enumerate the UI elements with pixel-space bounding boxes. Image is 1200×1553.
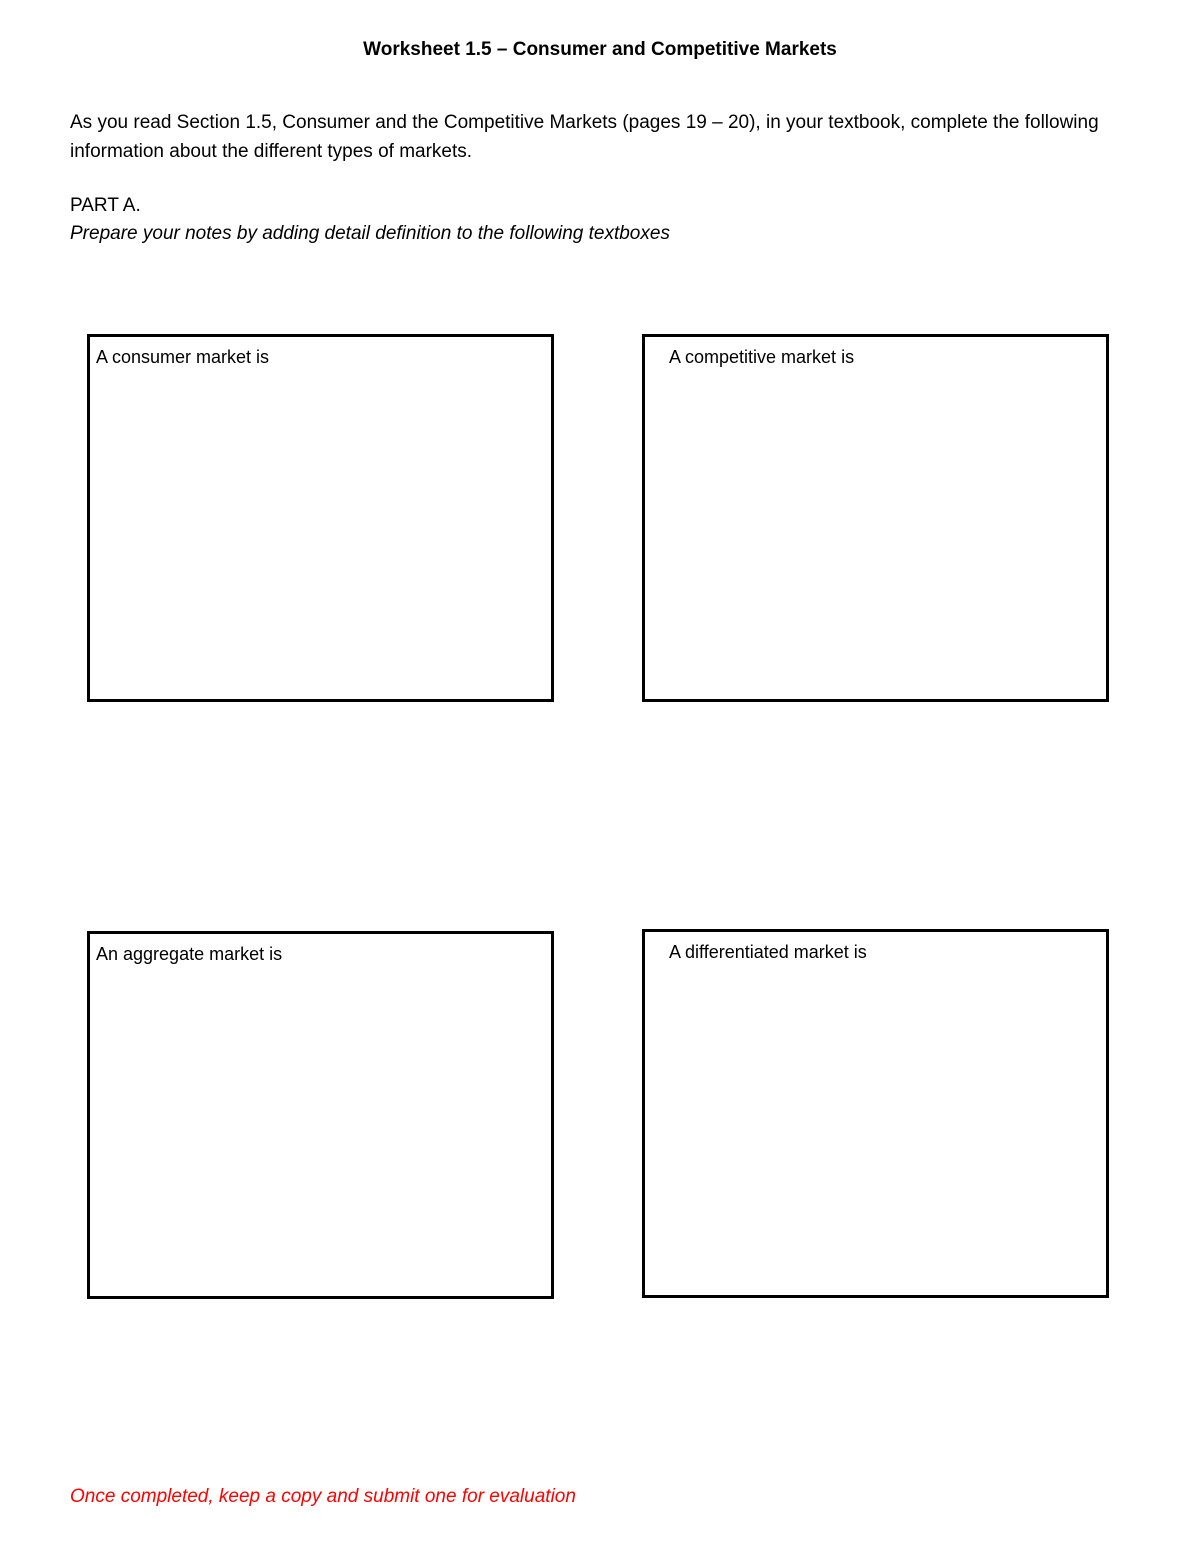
worksheet-title: Worksheet 1.5 – Consumer and Competitive Markets: [363, 39, 837, 60]
competitive-market-textbox[interactable]: [642, 334, 1109, 702]
differentiated-market-label: A differentiated market is: [669, 942, 867, 962]
aggregate-market-textbox[interactable]: [87, 931, 554, 1299]
differentiated-market-textbox[interactable]: [642, 929, 1109, 1298]
consumer-market-label: A consumer market is: [96, 347, 270, 367]
aggregate-market-label: An aggregate market is: [96, 944, 283, 964]
intro-paragraph: As you read Section 1.5, Consumer and the Competitive Markets (pages 19 – 20), in your textbook, complete the following information about the different types of markets.: [70, 112, 1099, 162]
submission-note: Once completed, keep a copy and submit one for evaluation: [70, 1486, 576, 1507]
competitive-market-label: A competitive market is: [669, 347, 855, 367]
consumer-market-textbox[interactable]: [87, 334, 554, 702]
part-a-heading: PART A.: [70, 195, 141, 216]
part-a-instructions: Prepare your notes by adding detail definition to the following textboxes: [70, 223, 670, 244]
